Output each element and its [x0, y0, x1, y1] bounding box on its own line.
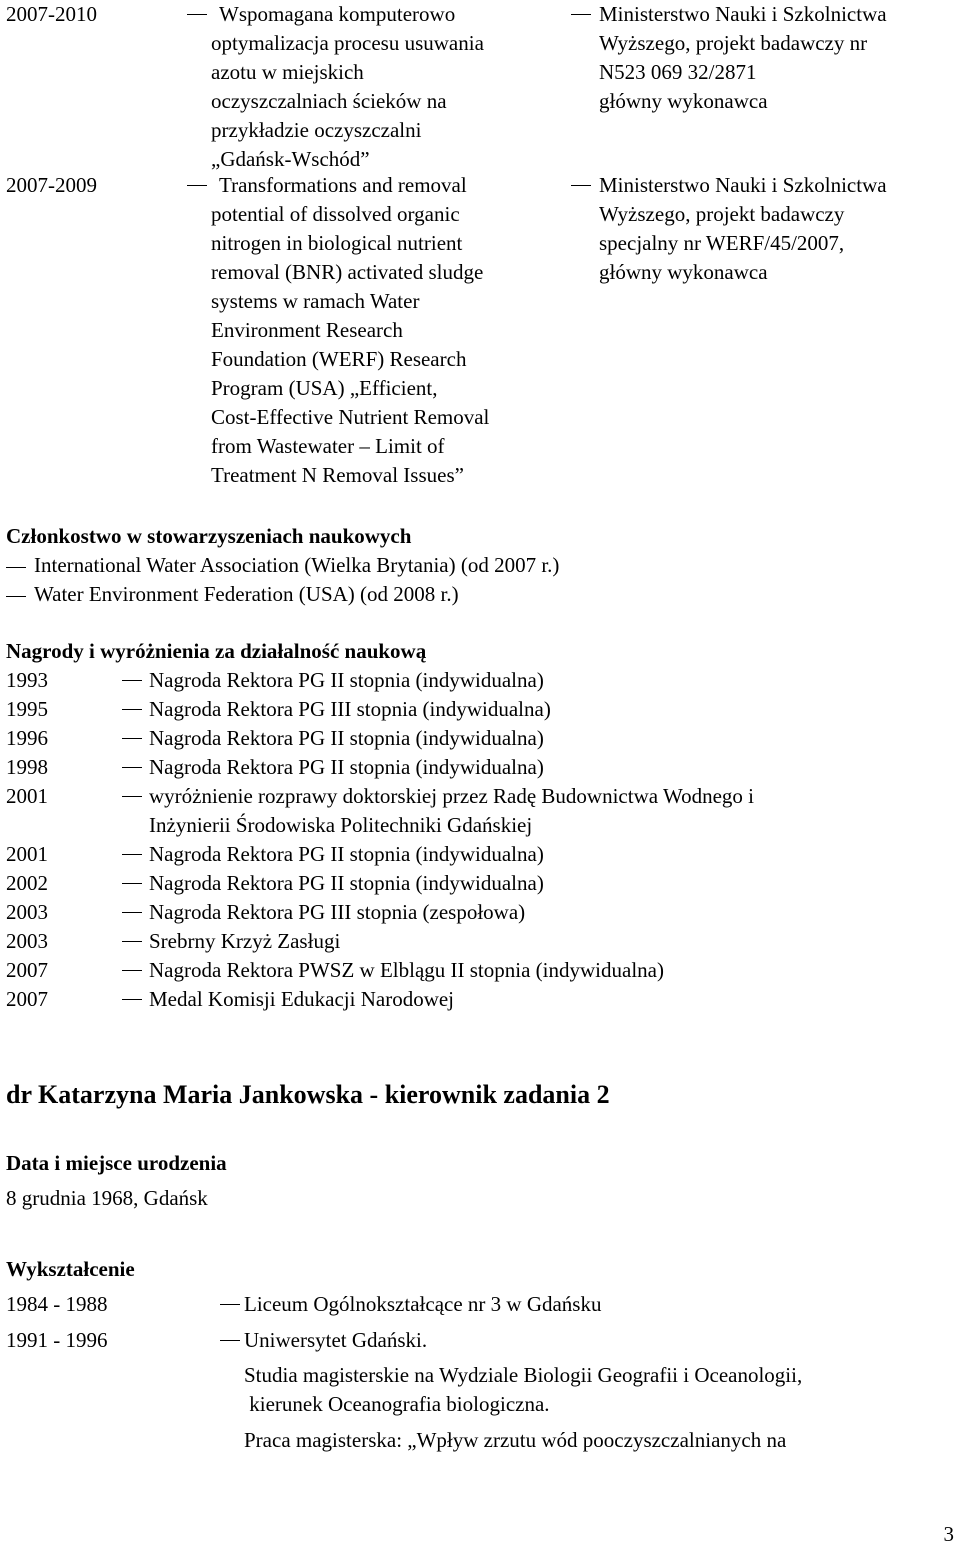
award-text-continued: Inżynierii Środowiska Politechniki Gdańskiej	[149, 813, 533, 837]
dash-separator	[122, 999, 142, 1000]
education-text: Uniwersytet Gdański.	[244, 1328, 428, 1352]
dash-separator	[122, 970, 142, 971]
project-funder-line: główny wykonawca	[599, 89, 768, 113]
dash-separator	[571, 14, 591, 15]
award-year: 2001	[6, 784, 48, 808]
award-text: Srebrny Krzyż Zasługi	[149, 929, 341, 953]
dash-separator	[122, 796, 142, 797]
award-year: 2003	[6, 929, 48, 953]
project-funder-line: Wyższego, projekt badawczy	[599, 202, 845, 226]
page-number: 3	[943, 1522, 954, 1546]
dash-separator	[187, 185, 207, 186]
award-year: 2003	[6, 900, 48, 924]
dash-separator	[122, 883, 142, 884]
education-detail: Praca magisterska: „Wpływ zrzutu wód pooczyszczalnianych na	[244, 1428, 787, 1452]
project-title-line: from Wastewater – Limit of	[211, 434, 445, 458]
birth-value: 8 grudnia 1968, Gdańsk	[6, 1186, 208, 1210]
award-year: 2001	[6, 842, 48, 866]
membership-item-text: Water Environment Federation (USA) (od 2008 r.)	[34, 582, 459, 606]
project-title-line: Treatment N Removal Issues”	[211, 463, 464, 487]
project-funder-line: specjalny nr WERF/45/2007,	[599, 231, 845, 255]
award-text: Medal Komisji Edukacji Narodowej	[149, 987, 455, 1011]
award-year: 2002	[6, 871, 48, 895]
person-name-heading: dr Katarzyna Maria Jankowska - kierownik zadania 2	[6, 1080, 610, 1109]
membership-heading: Członkostwo w stowarzyszeniach naukowych	[6, 524, 412, 548]
project-title	[211, 0, 571, 174]
project-title-line: systems w ramach Water	[211, 289, 420, 313]
award-year: 1996	[6, 726, 48, 750]
membership-item-text: International Water Association (Wielka Brytania) (od 2007 r.)	[34, 553, 560, 577]
award-text: Nagroda Rektora PG II stopnia (indywidualna)	[149, 871, 544, 895]
award-text: Nagroda Rektora PG III stopnia (indywidualna)	[149, 697, 551, 721]
project-funder-line: Wyższego, projekt badawczy nr	[599, 31, 868, 55]
education-text: Liceum Ogólnokształcące nr 3 w Gdańsku	[244, 1292, 602, 1316]
project-title-line: optymalizacja procesu usuwania	[211, 31, 484, 55]
project-title-line: przykładzie oczyszczalni	[211, 118, 422, 142]
award-text: Nagroda Rektora PWSZ w Elblągu II stopnia (indywidualna)	[149, 958, 664, 982]
dash-separator	[122, 767, 142, 768]
dash-separator	[122, 854, 142, 855]
education-heading: Wykształcenie	[6, 1257, 135, 1281]
award-year: 1993	[6, 668, 48, 692]
dash-separator	[122, 680, 142, 681]
project-title	[211, 171, 571, 490]
award-text: Nagroda Rektora PG II stopnia (indywidualna)	[149, 755, 544, 779]
dash-separator	[6, 596, 26, 597]
education-detail: kierunek Oceanografia biologiczna.	[244, 1392, 550, 1416]
project-title-line: potential of dissolved organic	[211, 202, 460, 226]
dash-separator	[122, 941, 142, 942]
membership-item	[6, 551, 559, 580]
project-title-line: Cost-Effective Nutrient Removal	[211, 405, 490, 429]
project-title-line: Environment Research	[211, 318, 403, 342]
project-title-line: Program (USA) „Efficient,	[211, 376, 438, 400]
awards-heading: Nagrody i wyróżnienia za działalność naukową	[6, 639, 427, 663]
project-title-line: azotu w miejskich	[211, 60, 364, 84]
award-text: Nagroda Rektora PG III stopnia (zespołowa)	[149, 900, 526, 924]
dash-separator	[571, 185, 591, 186]
education-detail: Studia magisterskie na Wydziale Biologii Geografii i Oceanologii,	[244, 1363, 803, 1387]
project-years: 2007-2009	[6, 173, 97, 197]
award-year: 1995	[6, 697, 48, 721]
project-title-line: Transformations and removal	[219, 173, 467, 197]
dash-separator	[6, 567, 26, 568]
education-years: 1984 - 1988	[6, 1292, 108, 1316]
membership-item	[6, 580, 459, 609]
dash-separator	[122, 709, 142, 710]
project-funder	[599, 171, 954, 287]
dash-separator	[122, 912, 142, 913]
award-year: 1998	[6, 755, 48, 779]
award-text: wyróżnienie rozprawy doktorskiej przez Radę Budownictwa Wodnego i	[149, 784, 754, 808]
project-title-line: removal (BNR) activated sludge	[211, 260, 484, 284]
project-funder-line: Ministerstwo Nauki i Szkolnictwa	[599, 173, 887, 197]
award-year: 2007	[6, 958, 48, 982]
birth-heading: Data i miejsce urodzenia	[6, 1151, 227, 1175]
award-text: Nagroda Rektora PG II stopnia (indywidualna)	[149, 726, 544, 750]
project-title-line: Foundation (WERF) Research	[211, 347, 467, 371]
dash-separator	[220, 1304, 240, 1305]
project-funder-line: N523 069 32/2871	[599, 60, 757, 84]
award-text: Nagroda Rektora PG II stopnia (indywidualna)	[149, 668, 544, 692]
project-title-line: „Gdańsk-Wschód”	[211, 147, 370, 171]
dash-separator	[220, 1340, 240, 1341]
project-years: 2007-2010	[6, 2, 97, 26]
education-years: 1991 - 1996	[6, 1328, 108, 1352]
project-funder	[599, 0, 954, 116]
project-title-line: Wspomagana komputerowo	[219, 2, 456, 26]
project-funder-line: Ministerstwo Nauki i Szkolnictwa	[599, 2, 887, 26]
award-text: Nagroda Rektora PG II stopnia (indywidualna)	[149, 842, 544, 866]
dash-separator	[122, 738, 142, 739]
project-title-line: nitrogen in biological nutrient	[211, 231, 463, 255]
dash-separator	[187, 14, 207, 15]
project-funder-line: główny wykonawca	[599, 260, 768, 284]
project-title-line: oczyszczalniach ścieków na	[211, 89, 447, 113]
award-year: 2007	[6, 987, 48, 1011]
